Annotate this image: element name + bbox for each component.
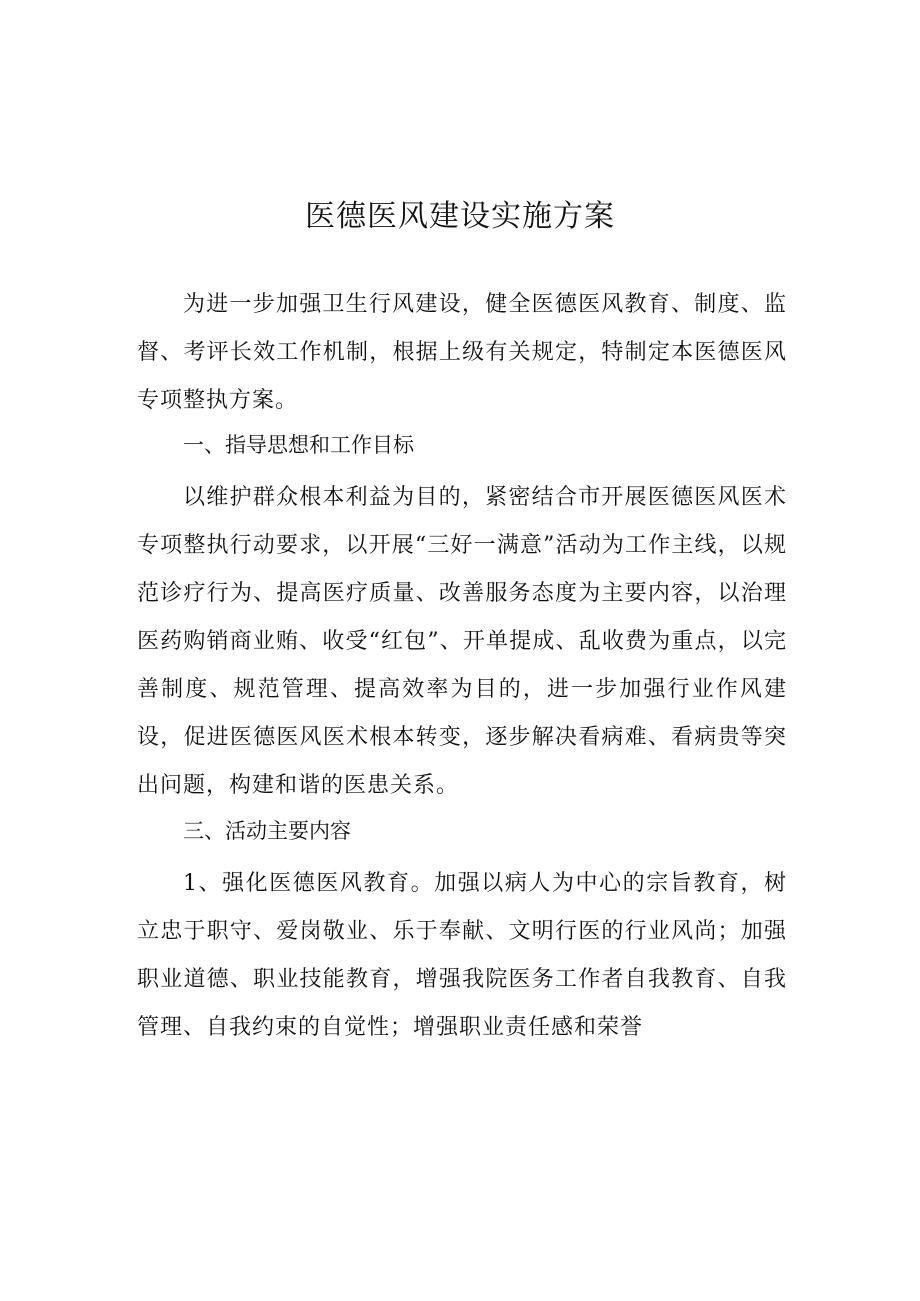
main-activities-paragraph: 1、强化医德医风教育。加强以病人为中心的宗旨教育，树立忠于职守、爱岗敬业、乐于奉献、文明行医的行业风尚；加强职业道德、职业技能教育，增强我院医务工作者自我教育、自我管理、自我约束的自觉性；增强职业责任感和荣誉	[137, 871, 787, 1040]
intro-paragraph: 为进一步加强卫生行风建设，健全医德医风教育、制度、监督、考评长效工作机制，根据上级有关规定，特制定本医德医风专项整执方案。	[137, 292, 787, 413]
document-title: 医德医风建设实施方案	[305, 199, 615, 234]
guiding-principles-paragraph: 以维护群众根本利益为目的，紧密结合市开展医德医风医术专项整执行动要求，以开展“三好一满意”活动为工作主线，以规范诊疗行为、提高医疗质量、改善服务态度为主要内容，以治理医药购销商业贿、收受“红包”、开单提成、乱收费为重点，以完善制度、规范管理、提高效率为目的，进一步加强行业作风建设，促进医德医风医术根本转变，逐步解决看病难、看病贵等突出问题，构建和谐的医患关系。	[137, 485, 787, 798]
section-heading-main-activities: 三、活动主要内容	[183, 819, 351, 843]
section-heading-guiding-principles: 一、指导思想和工作目标	[183, 433, 414, 457]
